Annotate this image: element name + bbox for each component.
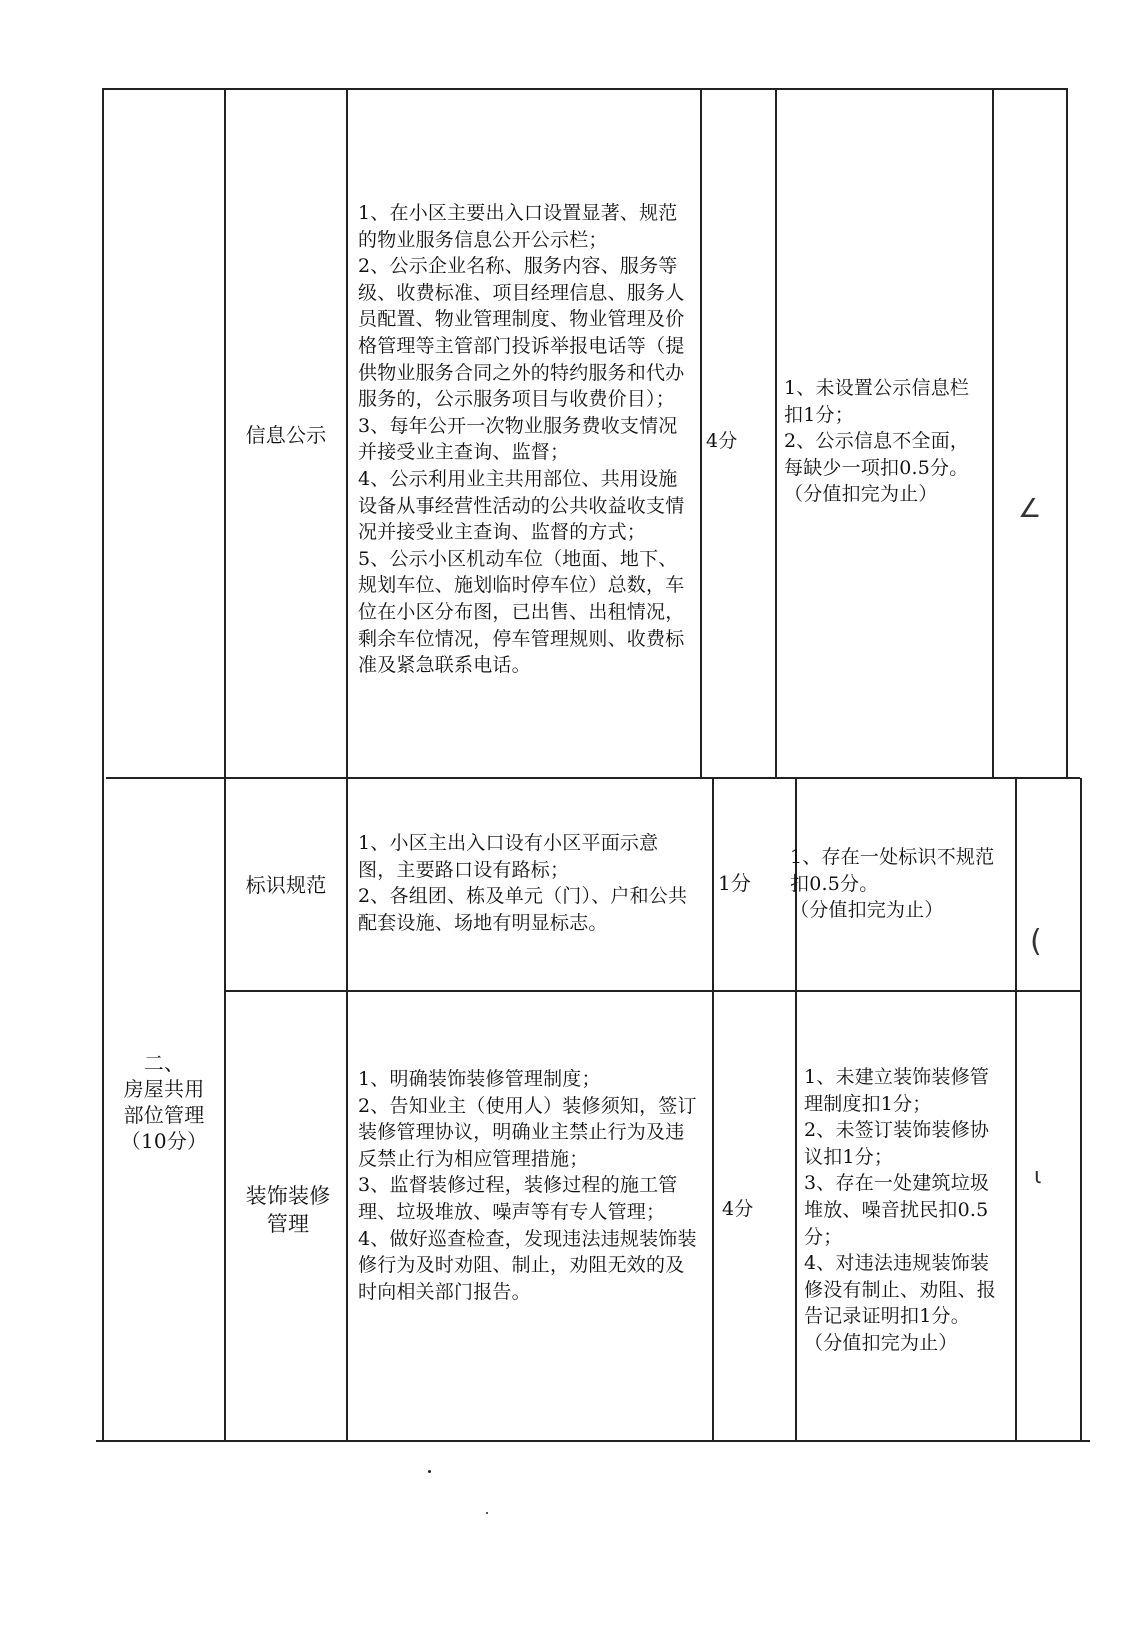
table-right-border-lower xyxy=(1080,778,1082,1442)
row-divider-1 xyxy=(106,777,1080,779)
row-2-score: 1分 xyxy=(718,871,752,895)
column-divider-1 xyxy=(224,88,226,1440)
row-1-standard: 1、未设置公示信息栏扣1分； 2、公示信息不全面，每缺少一项扣0.5分。 （分值扣完为止） xyxy=(784,377,970,506)
table-right-border xyxy=(1066,88,1068,778)
row-3-standard: 1、未建立装饰装修管理制度扣1分； 2、未签订装饰装修协议扣1分； 3、存在一处建筑垃圾堆放、噪音扰民扣0.5分； 4、对违法违规装饰装修没有制止、劝阻、报告记录证明扣1分。 （分值扣完为止） xyxy=(804,1066,997,1354)
row-divider-2 xyxy=(224,990,1082,992)
row-2-handwritten-mark: ( xyxy=(1030,924,1042,959)
row-3-content: 1、明确装饰装修管理制度； 2、告知业主（使用人）装修须知，签订装修管理协议，明确业主禁止行为及违反禁止行为相应管理措施； 3、监督装修过程，装修过程的施工管理、垃圾堆放、噪声等有专人管理； 4、做好巡查检查，发现违法违规装饰装修行为及时劝阻、制止，劝阻无效的及时向相关部门报告。 xyxy=(358,1068,697,1303)
column-divider-3 xyxy=(700,88,702,778)
row-3-item: 装饰装修管理 xyxy=(245,1184,331,1236)
category-cell: 二、 房屋共用 部位管理 （10分） xyxy=(120,1051,208,1153)
row-2-content: 1、小区主出入口设有小区平面示意图，主要路口设有路标； 2、各组团、栋及单元（门）、户和公共配套设施、场地有明显标志。 xyxy=(358,832,688,934)
scan-speck xyxy=(428,1470,431,1473)
row-3-handwritten-mark: ι xyxy=(1034,1164,1042,1189)
row-1-score: 4分 xyxy=(706,430,738,452)
row-1-item: 信息公示 xyxy=(245,423,327,447)
scan-speck xyxy=(486,1512,488,1514)
table-bottom-border xyxy=(96,1440,1090,1442)
row-2-standard: 1、存在一处标识不规范扣0.5分。 （分值扣完为止） xyxy=(790,846,995,922)
column-divider-5-lower xyxy=(1015,778,1017,1440)
column-divider-2 xyxy=(346,88,348,1440)
row-1-handwritten-mark: ∠ xyxy=(1018,494,1042,524)
table-left-border xyxy=(102,88,104,1442)
row-3-score: 4分 xyxy=(722,1198,754,1220)
table-top-border xyxy=(104,88,1066,90)
column-divider-5 xyxy=(992,88,994,778)
column-divider-4 xyxy=(775,88,777,778)
row-2-item: 标识规范 xyxy=(245,873,327,897)
column-divider-3-lower xyxy=(712,778,714,1440)
row-1-content: 1、在小区主要出入口设置显著、规范的物业服务信息公开公示栏； 2、公示企业名称、服务内容、服务等级、收费标准、项目经理信息、服务人员配置、物业管理制度、物业管理及价格管理等主管部门投诉举报电话等（提供物业服务合同之外的特约服务和代办服务的，公示服务项目与收费价目）； 3、每年公开一次物业服务费收支情况并接受业主查询、监督； 4、公示利用业主共用部位、共用设施设备从事经营性活动的公共收益收支情况并接受业主查询、监督的方式； 5、公示小区机动车位（地面、地下、规划车位、施划临时停车位）总数，车位在小区分布图，已出售、出租情况，剩余车位情况，停车管理规则、收费标准及紧急联系电话。 xyxy=(358,202,685,677)
